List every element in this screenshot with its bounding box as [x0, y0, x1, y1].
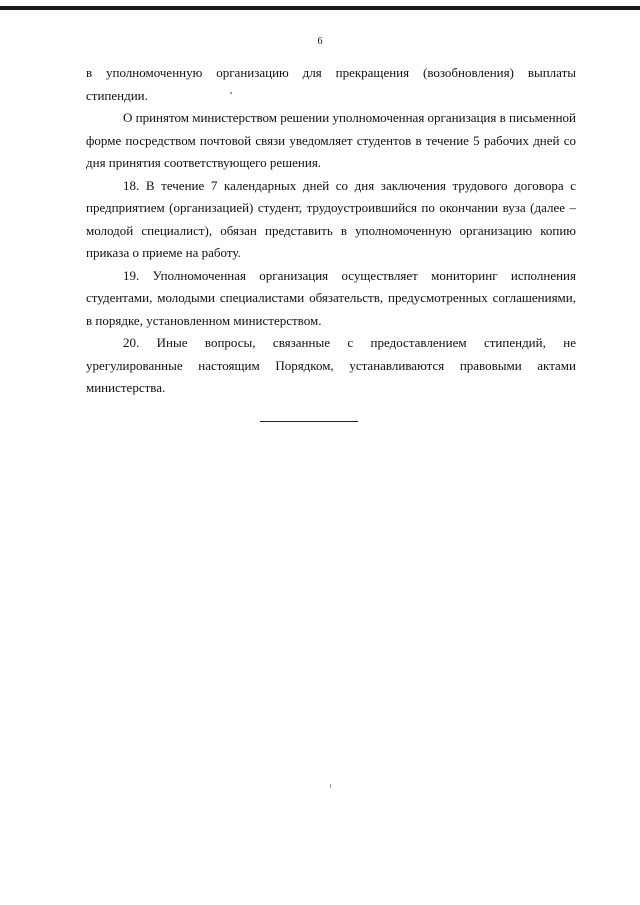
paragraph-item-19: 19. Уполномоченная организация осуществляет мониторинг исполнения студентами, молодыми специалистами обязательств, предусмотренных соглашениями, в порядке, установленном министерством.	[86, 267, 576, 328]
page-number: 6	[317, 36, 323, 47]
scan-speck	[230, 92, 232, 94]
paragraph-item-20: 20. Иные вопросы, связанные с предоставлением стипендий, не урегулированные настоящим Порядком, устанавливаются правовыми актами министерства.	[86, 335, 576, 395]
paragraph-notification: О принятом министерством решении уполномоченная организация в письменной форме посредством почтовой связи уведомляет студентов в течение 5 рабочих дней со дня принятия соответствующего решения.	[86, 110, 576, 170]
top-border-rule	[0, 6, 640, 10]
paragraph-continuation: в уполномоченную организацию для прекращения (возобновления) выплаты стипендии.	[86, 65, 576, 103]
document-body	[86, 62, 576, 400]
scan-speck	[330, 784, 331, 788]
paragraph-item-18: 18. В течение 7 календарных дней со дня заключения трудового договора с предприятием (организацией) студент, трудоустроившийся по окончании вуза (далее – молодой специалист), обязан представить в уполномоченную организацию копию приказа о приеме на работу.	[86, 177, 576, 260]
end-of-document-rule	[260, 421, 358, 422]
